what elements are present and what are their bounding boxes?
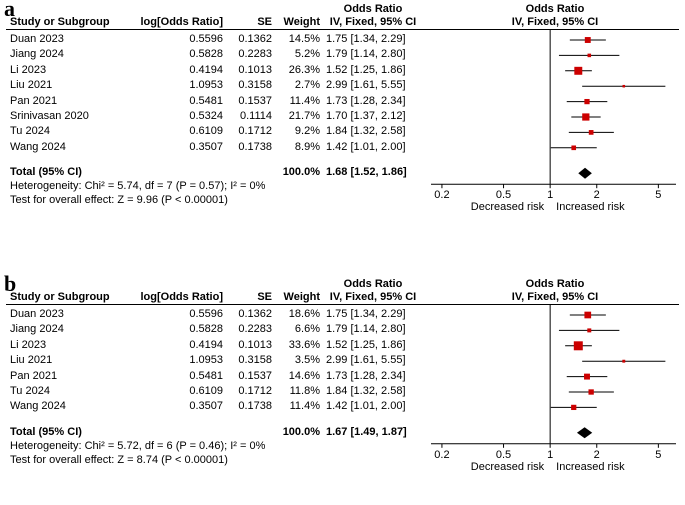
study-marker [588,54,592,58]
study-log-or: 0.3507 [189,140,223,153]
x-tick-label: 0.5 [495,189,512,202]
forest-plot-panel-b [0,271,685,479]
total-or-ci: 1.67 [1.49, 1.87] [326,425,407,438]
header-or-method: IV, Fixed, 95% CI [329,16,417,28]
study-se: 0.1738 [238,140,272,153]
study-log-or: 0.5481 [189,94,223,107]
study-name: Wang 2024 [10,400,66,413]
x-tick-label: 0.2 [434,189,450,202]
header-or-title: Odds Ratio [343,278,403,290]
study-weight: 3.5% [294,354,320,367]
study-se: 0.3158 [238,354,272,367]
study-se: 0.1712 [238,125,272,138]
study-name: Duan 2023 [10,308,64,320]
study-weight: 6.6% [294,323,320,336]
study-or-ci: 1.73 [1.28, 2.34] [326,369,406,382]
study-weight: 26.3% [288,63,320,76]
study-or-ci: 1.75 [1.34, 2.29] [326,33,406,45]
study-log-or: 1.0953 [189,79,223,92]
study-marker [574,67,582,75]
study-log-or: 0.5828 [189,323,223,336]
study-marker [587,328,591,332]
increased-risk-label: Increased risk [556,201,625,214]
study-name: Srinivasan 2020 [10,110,89,122]
study-se: 0.3158 [238,79,272,92]
study-marker [584,99,589,104]
study-se: 0.1712 [238,385,272,397]
study-name: Tu 2024 [10,125,50,138]
study-or-ci: 1.75 [1.34, 2.29] [326,308,406,320]
header-se: SE [257,291,272,303]
study-weight: 9.2% [294,125,320,138]
study-or-ci: 1.42 [1.01, 2.00] [326,140,406,153]
study-log-or: 0.5481 [189,369,223,382]
x-tick-label: 1 [547,448,554,461]
study-or-ci: 1.84 [1.32, 2.58] [326,385,406,397]
header-study: Study or Subgroup [10,16,110,28]
decreased-risk-label: Decreased risk [470,460,545,473]
study-se: 0.1738 [238,400,272,413]
header-plot-title: Odds Ratio [525,3,585,15]
study-name: Jiang 2024 [10,48,64,61]
study-log-or: 0.4194 [189,338,223,351]
study-se: 0.1114 [239,110,272,122]
study-marker [588,389,593,394]
study-weight: 2.7% [294,79,320,92]
header-plot-method: IV, Fixed, 95% CI [511,16,599,28]
study-marker [584,374,590,380]
study-se: 0.1362 [238,33,272,45]
x-tick-label: 5 [655,448,662,461]
header-study: Study or Subgroup [10,291,110,303]
x-tick-label: 5 [655,189,662,202]
study-or-ci: 2.99 [1.61, 5.55] [326,79,406,92]
study-marker [589,130,594,135]
study-weight: 11.4% [289,94,320,107]
study-se: 0.2283 [238,48,272,61]
study-name: Pan 2021 [10,369,58,382]
study-name: Wang 2024 [10,140,66,153]
total-label: Total (95% CI) [10,166,82,179]
heterogeneity-stats: Heterogeneity: Chi² = 5.72, df = 6 (P = 0.46); I² = 0% [10,439,266,452]
overall-effect-test: Test for overall effect: Z = 8.74 (P < 0.00001) [10,453,228,466]
x-tick-label: 0.2 [434,448,450,461]
header-log-or: log[Odds Ratio] [140,291,223,303]
study-marker [623,85,626,88]
study-log-or: 0.3507 [189,400,223,413]
study-name: Pan 2021 [10,94,58,107]
study-or-ci: 1.79 [1.14, 2.80] [326,48,406,61]
study-weight: 18.6% [288,308,320,320]
x-tick-label: 1 [547,189,554,202]
study-or-ci: 1.52 [1.25, 1.86] [326,63,406,76]
study-or-ci: 1.42 [1.01, 2.00] [326,400,406,413]
pooled-estimate-diamond [577,427,592,438]
study-name: Tu 2024 [10,385,50,397]
study-log-or: 0.5596 [189,308,223,320]
study-se: 0.1537 [238,94,272,107]
x-tick-label: 2 [593,189,600,202]
header-plot-method: IV, Fixed, 95% CI [511,291,599,303]
study-weight: 14.5% [288,33,320,45]
study-log-or: 0.5828 [189,48,223,61]
study-se: 0.1013 [238,338,272,351]
study-log-or: 1.0953 [189,354,223,367]
study-marker [582,113,589,120]
panel-label: a [4,0,15,21]
header-or-title: Odds Ratio [343,3,403,15]
study-se: 0.2283 [238,323,272,336]
study-name: Duan 2023 [10,33,64,45]
study-name: Liu 2021 [10,354,53,367]
study-name: Liu 2021 [10,79,53,92]
x-tick-label: 2 [593,448,600,461]
header-plot-title: Odds Ratio [525,278,585,290]
study-marker [574,341,583,350]
study-weight: 11.4% [289,400,320,413]
header-weight: Weight [283,291,320,303]
study-se: 0.1362 [238,308,272,320]
study-marker [585,37,591,43]
header-weight: Weight [283,16,320,28]
total-or-ci: 1.68 [1.52, 1.86] [326,166,407,179]
x-tick-label: 0.5 [495,448,512,461]
forest-plot-svg [0,0,685,230]
study-se: 0.1537 [238,369,272,382]
total-label: Total (95% CI) [10,425,82,438]
study-weight: 8.9% [294,140,320,153]
study-log-or: 0.4194 [189,63,223,76]
panel-label: b [4,271,17,296]
study-or-ci: 1.73 [1.28, 2.34] [326,94,406,107]
study-log-or: 0.6109 [189,385,223,397]
header-or-method: IV, Fixed, 95% CI [329,291,417,303]
overall-effect-test: Test for overall effect: Z = 9.96 (P < 0.00001) [10,194,228,207]
forest-plot-svg [0,275,685,505]
study-se: 0.1013 [238,63,272,76]
total-weight: 100.0% [282,425,320,438]
total-weight: 100.0% [282,166,320,179]
study-weight: 14.6% [288,369,320,382]
study-log-or: 0.5596 [189,33,223,45]
header-se: SE [257,16,272,28]
study-marker [622,360,625,363]
study-name: Li 2023 [10,63,47,76]
study-or-ci: 1.70 [1.37, 2.12] [326,110,406,122]
study-weight: 5.2% [294,48,320,61]
study-or-ci: 1.52 [1.25, 1.86] [326,338,406,351]
increased-risk-label: Increased risk [556,460,625,473]
decreased-risk-label: Decreased risk [470,201,545,214]
study-marker [571,405,576,410]
pooled-estimate-diamond [578,168,592,179]
study-marker [571,145,576,150]
heterogeneity-stats: Heterogeneity: Chi² = 5.74, df = 7 (P = 0.57); I² = 0% [10,180,266,193]
study-name: Jiang 2024 [10,323,64,336]
study-weight: 11.8% [289,385,320,397]
study-weight: 21.7% [288,110,320,122]
study-or-ci: 1.79 [1.14, 2.80] [326,323,406,336]
study-marker [584,312,591,319]
study-weight: 33.6% [288,338,320,351]
study-name: Li 2023 [10,338,47,351]
study-log-or: 0.6109 [189,125,223,138]
study-log-or: 0.5324 [189,110,223,122]
study-or-ci: 2.99 [1.61, 5.55] [326,354,406,367]
forest-plot-panel-a [0,0,685,230]
study-or-ci: 1.84 [1.32, 2.58] [326,125,406,138]
header-log-or: log[Odds Ratio] [140,16,223,28]
